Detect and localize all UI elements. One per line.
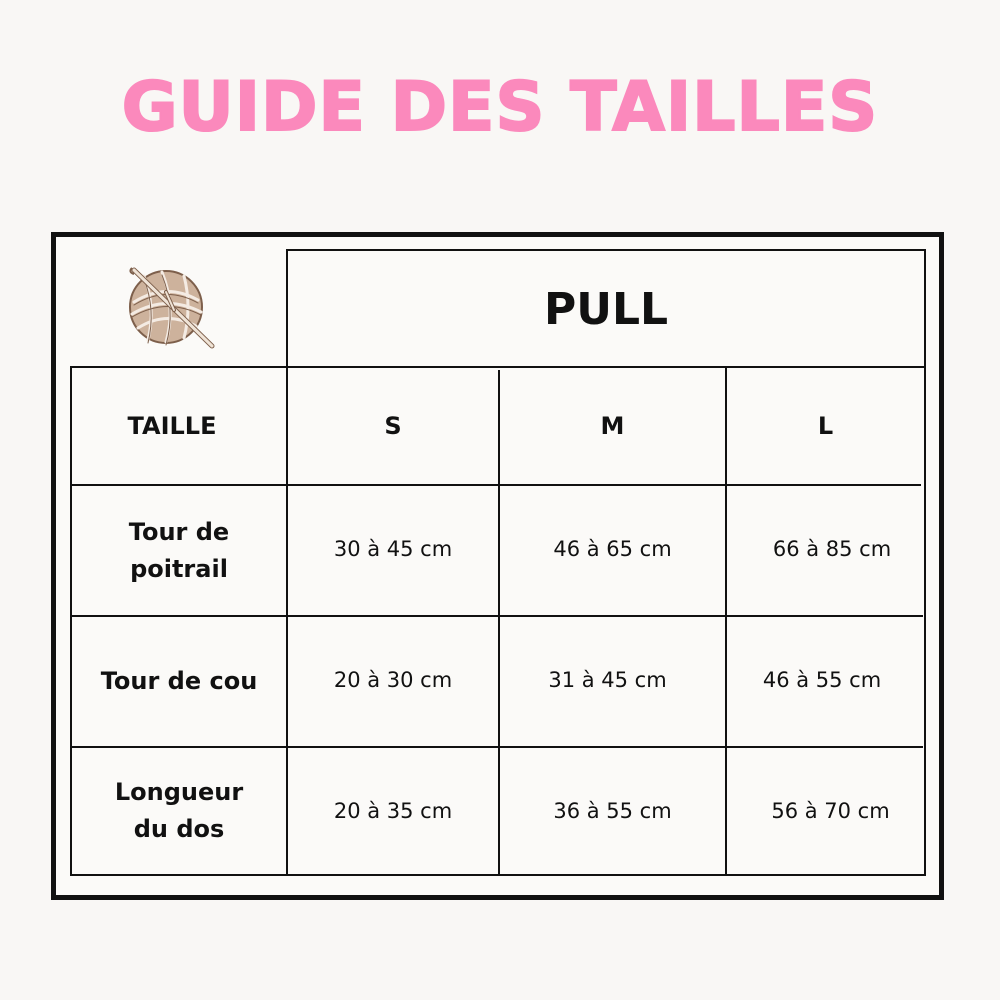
row-label-line: poitrail [130,554,228,583]
table-cell: 20 à 30 cm [333,668,453,692]
table-cell: 20 à 35 cm [333,799,453,823]
table-cell: 46 à 65 cm [553,537,672,561]
table-cell: 30 à 45 cm [333,537,453,561]
size-column-header: TAILLE [127,412,217,440]
size-m-header: M [600,412,625,440]
size-l-header: L [817,412,834,440]
table-cell: 56 à 70 cm [771,799,890,823]
grid-line [287,249,926,251]
row-label-line: Longueur [114,778,244,806]
row-label-back-length [72,748,286,874]
row-label-line: du dos [133,815,225,843]
page-title: GUIDE DES TAILLES [121,68,879,147]
table-cell: 46 à 55 cm [762,668,882,692]
table-cell: 66 à 85 cm [772,537,892,561]
row-label-line: Tour de [128,517,230,546]
table-cell: 31 à 45 cm [548,668,667,692]
product-header: PULL [543,283,669,335]
yarn-ball-crochet-hook-icon [126,262,218,354]
size-s-header: S [384,412,402,440]
row-label-chest [72,486,286,615]
row-label-neck: Tour de cou [100,667,258,695]
table-cell: 36 à 55 cm [553,799,672,823]
